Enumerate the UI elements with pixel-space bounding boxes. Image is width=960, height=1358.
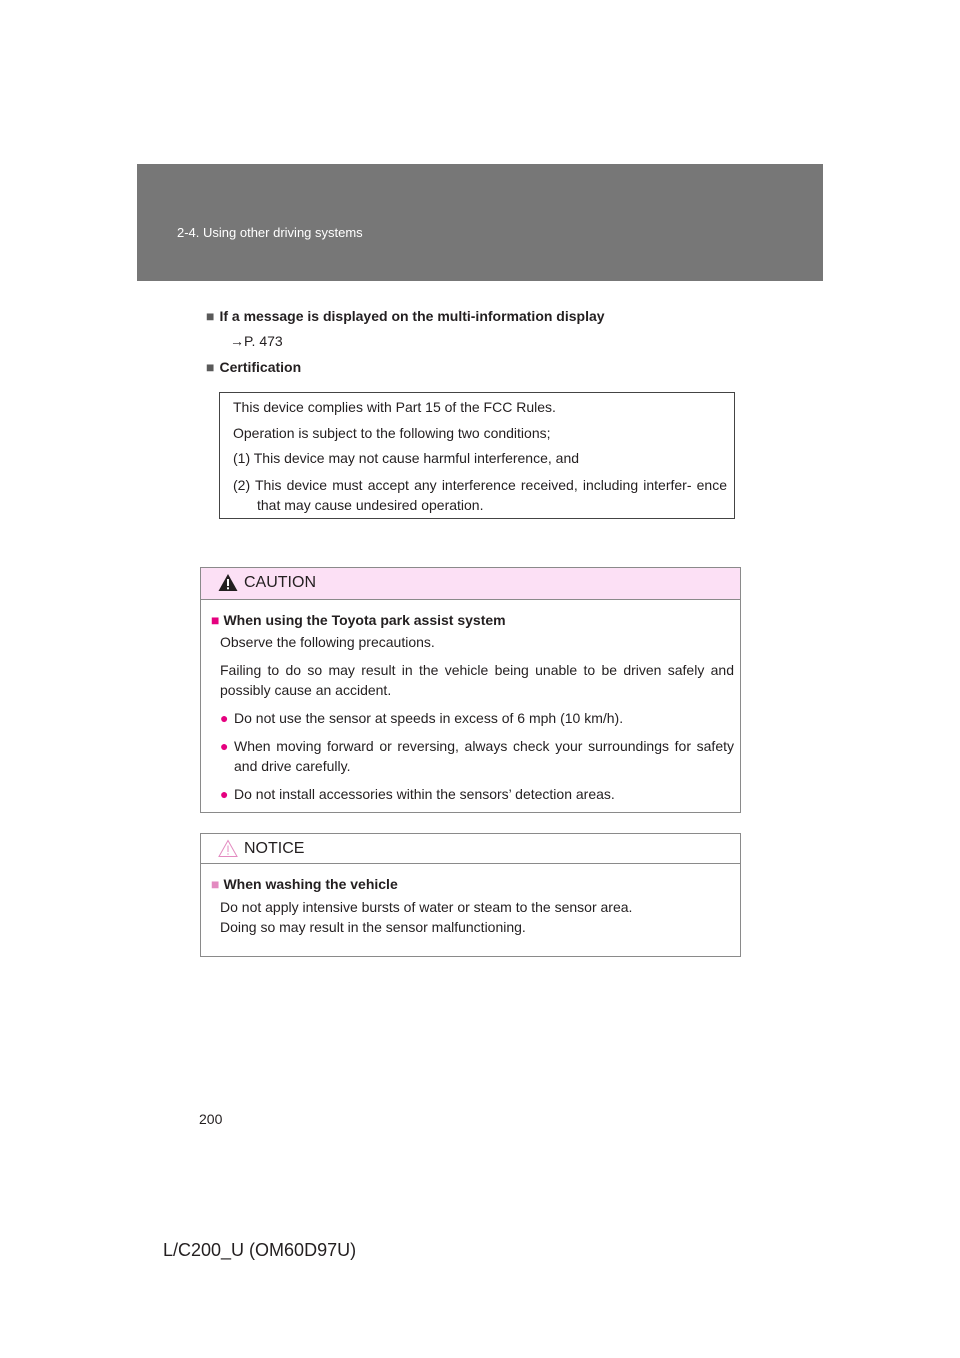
caution-bullet — [211, 784, 734, 804]
caution-warning: Failing to do so may result in the vehicle being unable to be driven safely and possibly cause an accident. — [220, 662, 734, 698]
notice-body — [201, 864, 740, 937]
bullet-text: Do not use the sensor at speeds in excess of 6 mph (10 km/h). — [234, 710, 624, 726]
page-reference: →P. 473 — [230, 333, 283, 349]
bullet-text: Do not install accessories within the sensors’ detection areas. — [234, 786, 615, 802]
notice-subheading-text: When washing the vehicle — [223, 876, 398, 892]
document-code: L/C200_U (OM60D97U) — [163, 1240, 357, 1260]
certification-heading-text: Certification — [219, 359, 302, 375]
square-marker: ■ — [206, 359, 215, 375]
bullet-dot: ● — [220, 738, 229, 754]
caution-intro: Observe the following precautions. — [220, 634, 435, 650]
notice-box — [200, 833, 741, 957]
caution-box — [200, 567, 741, 813]
notice-header — [201, 834, 740, 864]
warning-triangle-icon — [218, 573, 238, 592]
caution-subheading-text: When using the Toyota park assist system — [223, 612, 506, 628]
square-marker: ■ — [211, 612, 220, 628]
bullet-text: When moving forward or reversing, always check your surroundings for safety and drive carefully. — [234, 738, 734, 774]
square-marker: ■ — [211, 876, 220, 892]
notice-line: Doing so may result in the sensor malfunctioning. — [220, 919, 526, 935]
cert-line: (2) This device must accept any interference received, including interfer- ence that may cause undesired operation. — [233, 476, 727, 513]
cert-line: Operation is subject to the following two conditions; — [233, 424, 551, 441]
caution-body — [201, 600, 740, 804]
caution-header — [201, 568, 740, 600]
bullet-dot: ● — [220, 786, 229, 802]
notice-line: Do not apply intensive bursts of water or steam to the sensor area. — [220, 899, 633, 915]
caution-label: CAUTION — [244, 574, 316, 591]
page-number: 200 — [199, 1111, 223, 1127]
cert-line: (1) This device may not cause harmful interference, and — [233, 450, 580, 466]
section-title: 2-4. Using other driving systems — [177, 225, 363, 240]
notice-subheading — [211, 876, 734, 892]
square-marker: ■ — [206, 308, 215, 324]
message-heading — [206, 308, 605, 324]
message-heading-text: If a message is displayed on the multi-information display — [219, 308, 605, 324]
certification-heading — [206, 359, 301, 375]
caution-bullet — [211, 736, 734, 776]
warning-outline-icon — [218, 839, 238, 858]
cert-line: This device complies with Part 15 of the FCC Rules. — [233, 399, 556, 415]
caution-bullet — [211, 708, 734, 728]
notice-label: NOTICE — [244, 840, 305, 857]
bullet-dot: ● — [220, 710, 229, 726]
header-band — [137, 164, 823, 281]
certification-box — [219, 392, 735, 519]
caution-subheading — [211, 612, 734, 628]
